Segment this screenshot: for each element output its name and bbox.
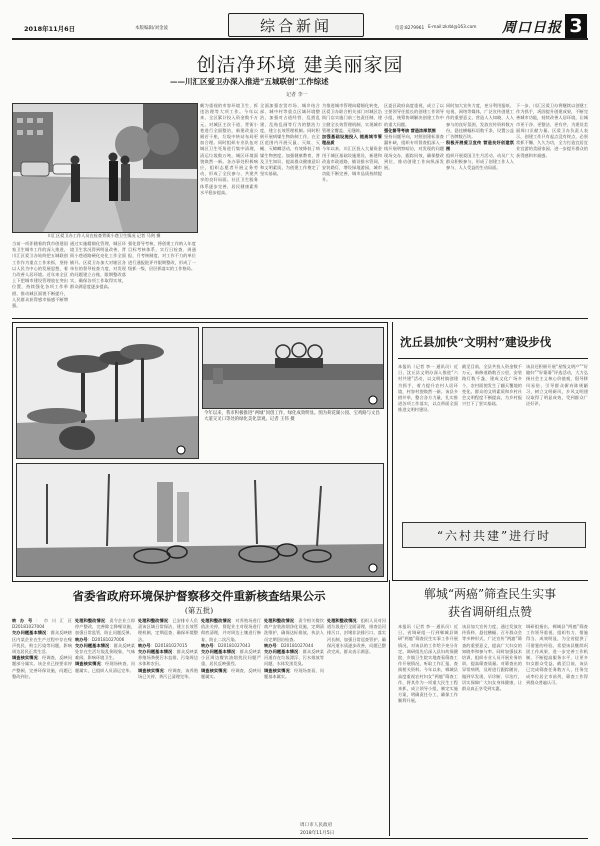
phone-label: 电话:8279961	[395, 26, 425, 31]
newspaper-logo: 周口日报	[502, 20, 562, 36]
pine-trees-image	[17, 328, 198, 458]
section-banner	[228, 13, 364, 37]
banner-text: “六村共建”进行时	[436, 529, 552, 543]
lead-subhead-1: 加强基础设施投入 提高城市管理品质	[322, 134, 382, 146]
lead-body-col1: 当前一项伴随着的我市创建国家卫生城市工作的深入推进，川汇区爱卫办始终把五城联创工作作为重点工作来抓，坚持以人民为中心的发展思想，着力改善人居环境。近年来全区上下把城市建设管理放在突出位置，持续强化各项工作举措，推动城区面貌不断提升，人民群众获得感幸福感不断增强。	[12, 241, 68, 309]
ant-sculptures-image	[17, 464, 383, 576]
issue-date: 2018年11月6日	[24, 25, 76, 33]
bulletin-batch: (第五批)	[184, 606, 214, 615]
side-story-col1: 本报讯（记者 李一 通讯员）近日，沈丘县文明办深入推进“六村共建”活动，以文明村镇创建为抓手，着力提升农村人居环境，村容村貌焕然一新。该县多措并举，整合各方力量，扎实推进各项工作落实，以点带面全面推进文明村建设。	[398, 364, 458, 413]
bulletin-title: 省委省政府环境保护督察移交件重新核查结果公示	[72, 589, 326, 603]
story3-title-line2: 获省调研组点赞	[447, 605, 532, 619]
lead-subtitle: ——川汇区爱卫办深入推进“五城联创”工作综述	[170, 77, 329, 86]
lead-byline: 记者 李一	[286, 92, 308, 98]
side-story-col2: 截至目前，全县共投入资金数千万元，新修道路数百公里，安装路灯数千盏，建成文化广场多个，农村面貌发生了翻天覆地的变化。群众的文明素质和乡村社会文明程度不断提高，为乡村振兴打下了坚实基础。	[462, 364, 522, 407]
bulletin-col5: 处理和整改情况：责令相关餐饮商户安装油烟净化设施，定期清洗维护，确保达标排放，执法人员定期回访检查。 转办号：D20181027044 交办问题基本情况：群众反映某河道存在垃圾漂浮、污水排放等问题，水体发黑发臭。 调查核实情况：经现场查看，问题基本属实。	[264, 618, 324, 679]
bulletin-col2: 处理和整改情况：责令企业立即停产整改，完善除尘降噪设施，加强日常监管，防止问题反弹。 转办号：D20181027006 交办问题基本情况：群众反映某处存在生活垃圾乱倒现象，气味难闻，影响环境卫生。 调查核实情况：经现场核查，问题属实，已组织人员清运完毕。	[75, 618, 135, 673]
bulletin-col3: 处理和整改情况：已安排专人负责该区域日常保洁，建立长效管理机制，定期巡查，确保环境整洁。 转办号：D20181027015 交办问题基本情况：群众反映某养殖场粪便污水直排，污染周边水体和农田。 调查核实情况：经调查，该养殖场已关停，粪污已清理完毕。	[138, 618, 198, 679]
lead-body-col6: 为推进城市管理向精细化转变，区爱卫办联合相关部门对城区沿街门店实施门前三包责任制，建立健全长效管理机制，实现城市管理全覆盖、无缝隙。 加强基础设施投入 提高城市管理品质 今年以来，川汇区投入大量资金用于城区基础设施建设，新建和改造市政道路，铺设排水管网，安装路灯，增设绿地游园，城市功能不断完善，城市品质持续提升。	[322, 103, 382, 183]
lead-subhead-2: 强化督导考核 营造浓厚氛围	[384, 127, 436, 133]
street-scene-image	[13, 104, 197, 232]
editor-label: 本版编辑/刘金波	[135, 26, 169, 31]
bulletin-col4: 处理和整改情况：对养殖场进行依法关停，督促业主对现场进行彻底清理，并对周边土壤进行修复，防止二次污染。 转办号：D20181027043 交办问题基本情况：群众反映某小区周边餐饮油烟扰民问题严重，居民反映强烈。 调查核实情况：经调查，反映问题属实。	[201, 618, 261, 679]
lead-body-col2: 通过实施精细化管理，城区环境卫生状况得到明显改善，背街小巷道路硬化亮化工作全面铺开。区爱卫办加大对辖区各单位的督导检查力度，对发现的问题建立台账，限期整改落实，确保各项工作取得实效，群众满意度逐步提高。	[70, 241, 126, 290]
story3-col1: 本报讯（记者 李一 通讯员）近日，省调研组一行到郸城县调研“两癌”筛查民生实事工作开展情况，对该县的工作给予充分肯定。调研组先后深入县妇幼保健院、乡镇卫生院实地查看筛查工作开展情况，听取工作汇报，查阅相关资料。今年以来，郸城县高度重视农村妇女“两癌”筛查工作，将其作为一项重大民生工程来抓，成立领导小组，制定实施方案，明确责任分工，确保工作顺利开展。	[398, 624, 458, 704]
lead-body-col4: 颇为重视的市容环境卫生、拆违治理等大项工作。今年以来，全区累计投入资金数千万元，对城区主次干道、背街小巷进行全面整治，新建改造公厕若干座，垃圾中转站布局更加合理。同时组织专业队伍对城区卫生死角进行集中清理，清运垃圾数万吨，城区环境面貌焕然一新。各办事处积极响应，组织志愿者开展义务劳动，形成了全民参与、共建共享的良好局面。社区卫生服务体系逐步完善，居民健康素养水平稳步提高。	[200, 103, 258, 195]
bulletin-footer-right: 2018年11月5日	[300, 831, 335, 836]
masthead	[0, 0, 600, 46]
bulletin-col6: 处理和整改情况：组织人员对河道垃圾进行全面清理，排查沿河排污口，封堵非法排污口，落实河长制，加强日常巡查管护，确保河道水质逐步改善，问题已整改完成，群众表示满意。	[327, 618, 386, 655]
side-story-col3: 该县还积极开展“星级文明户”“好媳妇”“好婆婆”评选活动，大力弘扬社会主义核心价值观，倡导移风易俗，引导群众摒弃陈规陋习，树立文明新风，乡风文明建设取得了明显成效，受到群众广泛好评。	[526, 364, 588, 407]
email-label: E-mail:zkrbl@163.com	[428, 25, 477, 30]
six-village-banner	[402, 522, 586, 548]
page-number	[565, 14, 587, 38]
bulletin-col1: 转办号：市川汇区 D20181027004 交办问题基本情况：群众反映辖区内某企业在生产过程中存在噪声扰民、粉尘污染等问题，影响周边居民正常生活。 调查核实情况：经调查，反映问题部分属实。该企业已按要求停产整顿，完善环保设施，问题已整改到位。	[12, 618, 72, 679]
lead-body-col7: 区委区政府高度重视，成立了以主要领导任组长的创建工作领导小组，统筹协调解决创建工作中的重大问题。 强化督导考核 营造浓厚氛围 坚持问题导向，对照创建标准查漏补缺，组织专项督查组深入一线开展明察暗访，对发现的问题现场交办，跟踪问效，确保整改到位，推动创建工作向纵深发展。	[384, 103, 444, 171]
section-title: 综合新闻	[259, 17, 332, 35]
lead-subhead-3: 积极开展爱卫宣传 营造良好创建氛围	[446, 140, 514, 152]
lead-body-col9: 下一步，川汇区爱卫办将继续以创建工作为抓手，巩固提升创建成果，不断完善城市功能，持续改善人居环境，让城市更干净、更整洁、更有序，为建设美丽周口贡献力量。区爱卫办负责人表示，创建工作只有起点没有终点，必须常抓不懈、久久为功，全力打造宜居宜业宜游的美丽家园，进一步提升群众的获得感和幸福感。	[516, 103, 588, 158]
park-photo-1	[16, 327, 199, 459]
photo-panel-caption: 今年以来，我市积极推进“两城”同创工作，绿化成效明显。图为荷花湖公园、宝鸡路与文昌大道交叉口等处的绿化美化景观。记者 王伟 摄	[204, 411, 380, 423]
lead-body-col8: 同时加大宣传力度，充分利用报纸、电视、网络等媒体，广泛宣传创建工作的重要意义，营造人人知晓、人人参与的良好氛围，发放宣传资料数万份，悬挂横幅标语数千条，设置公益广告牌数百块。 积极开展爱卫宣传 营造良好创建氛围 组织开展爱国卫生月活动，动员广大群众积极参与，形成了创建工作人人参与、人人受益的生动局面。	[446, 103, 514, 171]
park-photo-2	[202, 327, 384, 409]
lead-body-col5: 全面加强农贸市场、城乡结合部、城中村等重点区域环境整治，加强对占道经营、乱搭乱建、乱贴乱画等行为的整治力度，建立长效管理机制。同时积极开展病媒生物防制工作，在全区范围内开展灭鼠、灭蚊、灭蝇、灭蟑螂活动，有效降低了病媒生物密度。加强健康教育，普及卫生知识，提高群众健康意识和文明素质，为创建工作奠定了坚实基础。	[260, 103, 320, 177]
story3-col3: 调研组指出，郸城县“两癌”筛查工作领导重视、组织有力、措施得当、成效明显，为全省提供了可借鉴的经验。希望该县继续巩固工作成果，进一步完善工作机制，不断提高服务水平，让更多妇女群众受益。截至目前，该县已完成筛查任务数万人，任务完成率位居全市前列，筛查工作得到群众普遍认可。	[526, 624, 588, 685]
bulletin-footer-left: 周口市人民政府	[300, 823, 333, 828]
story3-col2: 该县加大宣传力度，通过发放宣传资料、悬挂横幅、召开群众会等多种形式，广泛宣传“两癌”筛查的重要意义，提高广大妇女的知晓率和参与率。同时加强技术培训，组织专业人员开展业务培训，提高筛查质量。对筛查出的异常病例，及时进行跟踪随访，做到早发现、早诊断、早治疗，切实保障广大妇女身体健康，让群众真正享受到实惠。	[462, 624, 522, 692]
lead-photo	[12, 103, 198, 233]
sculpture-image	[203, 328, 383, 408]
lead-body-col3: 强化督导考核，将创建工作纳入年度目标考核体系，实行日检查、周通报、月考核制度，对工作不力的单位进行通报批评并限期整改，形成了一级抓一级、层层抓落实的工作格局。	[128, 241, 196, 271]
side-story-title: 沈丘县加快“文明村”建设步伐	[400, 335, 552, 349]
lead-photo-caption: 川汇区爱卫办工作人员在检查背街小巷卫生情况 记者 马剑 摄	[47, 233, 161, 238]
lead-title: 创洁净环境 建美丽家园	[196, 54, 404, 76]
page-number-text: 3	[569, 15, 583, 37]
park-photo-3	[16, 463, 384, 577]
story3-title-line1: 郸城“两癌”筛查民生实事	[423, 587, 557, 601]
